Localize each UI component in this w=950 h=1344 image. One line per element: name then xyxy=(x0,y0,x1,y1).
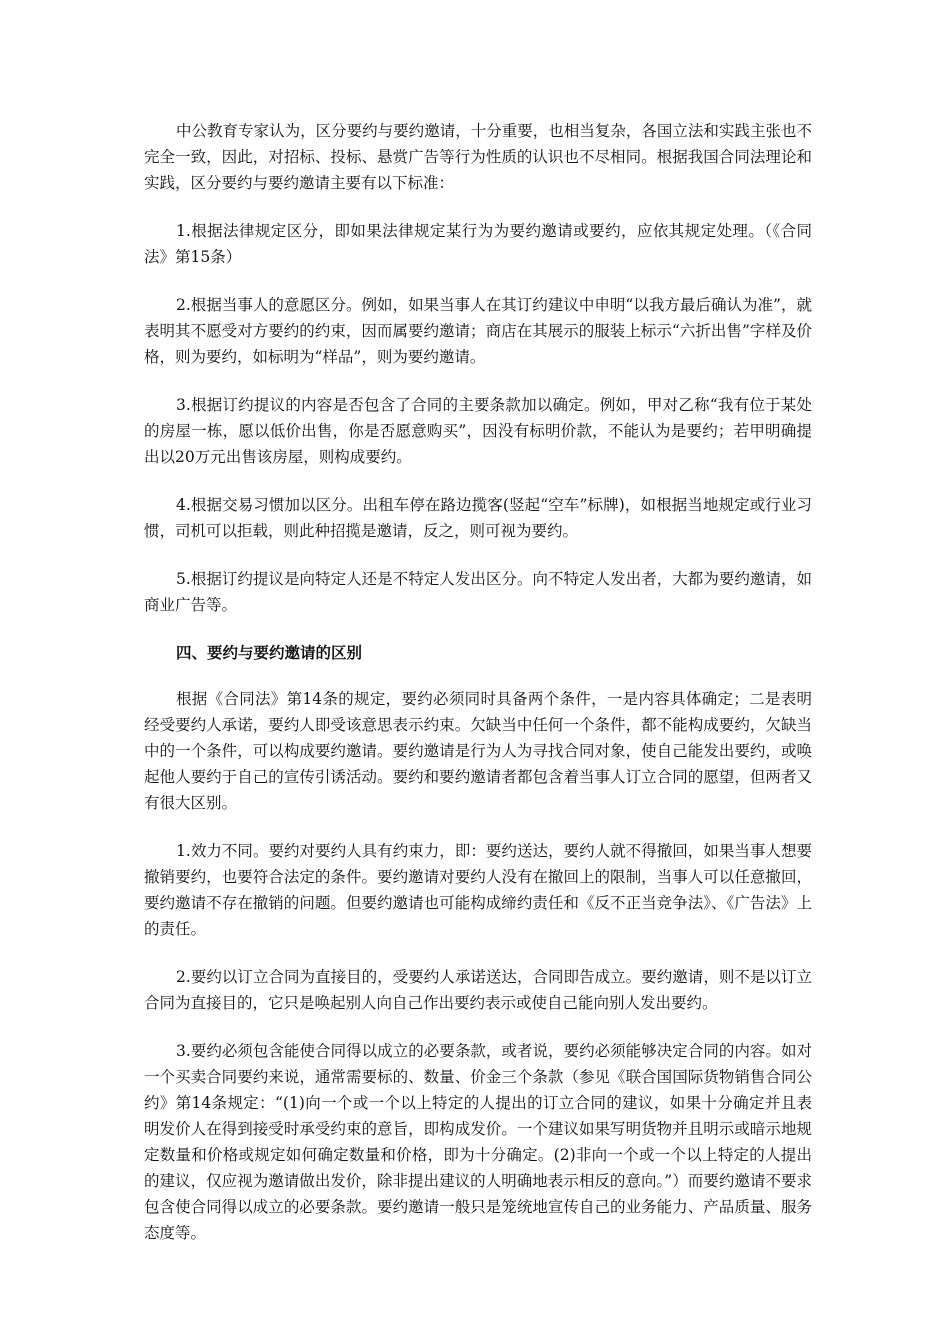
difference-item-1: 1.效力不同。要约对要约人具有约束力，即：要约送达，要约人就不得撤回，如果当事人想要撤销要约，也要符合法定的条件。要约邀请对要约人没有在撤回上的限制，当事人可以任意撤回，要约邀请不存在撤销的问题。但要约邀请也可能构成缔约责任和《反不正当竞争法》、《广告法》上的责任。 xyxy=(144,842,812,938)
standard-item-1: 1.根据法律规定区分，即如果法律规定某行为为要约邀请或要约，应依其规定处理。（《合同法》第15条） xyxy=(144,222,812,266)
difference-item-2: 2.要约以订立合同为直接目的，受要约人承诺送达，合同即告成立。要约邀请，则不是以订立合同为直接目的，它只是唤起别人向自己作出要约表示或使自己能向别人发出要约。 xyxy=(144,968,812,1012)
standard-item-5: 5.根据订约提议是向特定人还是不特定人发出区分。向不特定人发出者，大都为要约邀请，如商业广告等。 xyxy=(144,570,812,614)
standard-item-3: 3.根据订约提议的内容是否包含了合同的主要条款加以确定。例如，甲对乙称“我有位于某处的房屋一栋，愿以低价出售，你是否愿意购买”，因没有标明价款，不能认为是要约；若甲明确提出以20万元出售该房屋，则构成要约。 xyxy=(144,396,812,466)
difference-item-3: 3.要约必须包含能使合同得以成立的必要条款，或者说，要约必须能够决定合同的内容。如对一个买卖合同要约来说，通常需要标的、数量、价金三个条款（参见《联合国国际货物销售合同公约》第14条规定：“(1)向一个或一个以上特定的人提出的订立合同的建议，如果十分确定并且表明发价人在得到接受时承受约束的意旨，即构成发价。一个建议如果写明货物并且明示或暗示地规定数量和价格或规定如何确定数量和价格，即为十分确定。(2)非向一个或一个以上特定的人提出的建议，仅应视为邀请做出发价，除非提出建议的人明确地表示相反的意向。”）而要约邀请不要求包含使合同得以成立的必要条款。要约邀请一般只是笼统地宣传自己的业务能力、产品质量、服务态度等。 xyxy=(144,1042,812,1242)
standard-item-2: 2.根据当事人的意愿区分。例如，如果当事人在其订约建议中申明“以我方最后确认为准”，就表明其不愿受对方要约的约束，因而属要约邀请；商店在其展示的服装上标示“六折出售”字样及价格，则为要约，如标明为“样品”，则为要约邀请。 xyxy=(144,296,812,366)
standard-item-4: 4.根据交易习惯加以区分。出租车停在路边揽客(竖起“空车”标牌)，如根据当地规定或行业习惯，司机可以拒载，则此种招揽是邀请，反之，则可视为要约。 xyxy=(144,496,812,540)
document-page xyxy=(144,118,812,1268)
section-intro-paragraph: 根据《合同法》第14条的规定，要约必须同时具备两个条件，一是内容具体确定；二是表明经受要约人承诺，要约人即受该意思表示约束。欠缺当中任何一个条件，都不能构成要约，欠缺当中的一个条件，可以构成要约邀请。要约邀请是行为人为寻找合同对象，使自己能发出要约，或唤起他人要约于自己的宣传引诱活动。要约和要约邀请者都包含着当事人订立合同的愿望，但两者又有很大区别。 xyxy=(144,690,812,812)
section-heading: 四、要约与要约邀请的区别 xyxy=(176,644,363,662)
intro-paragraph: 中公教育专家认为，区分要约与要约邀请，十分重要，也相当复杂，各国立法和实践主张也不完全一致，因此，对招标、投标、悬赏广告等行为性质的认识也不尽相同。根据我国合同法理论和实践，区分要约与要约邀请主要有以下标准： xyxy=(144,122,812,192)
